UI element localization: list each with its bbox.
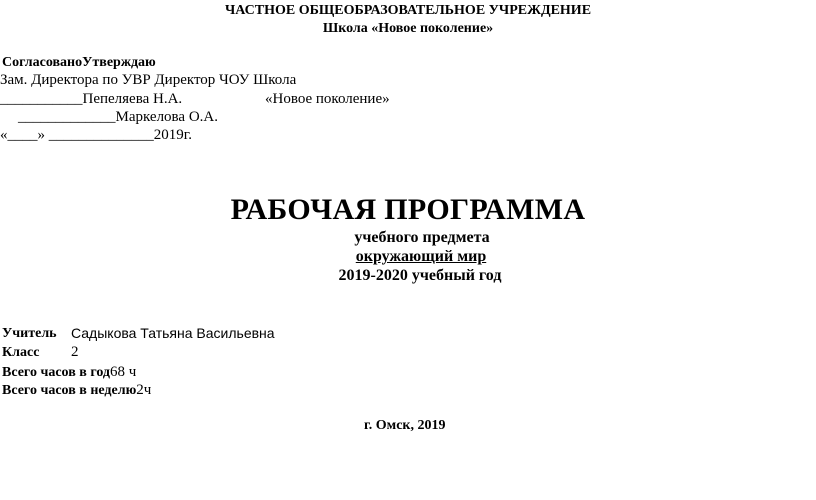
signature-blank-1: ___________ (0, 91, 83, 107)
approval-line-2 (0, 91, 182, 108)
hours-year-label: Всего часов в год (2, 365, 111, 380)
approval-line-3 (18, 109, 218, 126)
class-value: 2 (71, 344, 79, 360)
teacher-label: Учитель (2, 326, 57, 341)
hours-year-row (2, 364, 136, 381)
director-name: Маркелова О.А. (115, 109, 219, 125)
agreed-label: Согласовано (2, 55, 83, 70)
program-title: РАБОЧАЯ ПРОГРАММА (230, 193, 586, 226)
institution-title: ЧАСТНОЕ ОБЩЕОБРАЗОВАТЕЛЬНОЕ УЧРЕЖДЕНИЕ (224, 3, 592, 18)
city-year: г. Омск, 2019 (364, 418, 446, 433)
program-subject: окружающий мир (355, 248, 487, 265)
program-subtitle: учебного предмета (354, 229, 490, 246)
deputy-name: Пепеляева Н.А. (82, 91, 183, 107)
school-name: Школа «Новое поколение» (322, 21, 494, 36)
approval-heading (2, 55, 156, 71)
program-year: 2019-2020 учебный год (338, 267, 502, 284)
hours-year-value: 68 ч (110, 364, 137, 380)
teacher-value: Садыкова Татьяна Васильевна (71, 325, 275, 341)
approval-date-line: «____» ______________2019г. (0, 127, 192, 143)
school-quote: «Новое поколение» (265, 91, 390, 107)
signature-blank-2: _____________ (18, 109, 116, 125)
hours-week-label: Всего часов в неделю (2, 383, 137, 398)
approval-line-1: Зам. Директора по УВР Директор ЧОУ Школа (0, 72, 297, 88)
approve-label: Утверждаю (82, 55, 156, 70)
class-label: Класс (2, 345, 40, 360)
hours-week-row (2, 382, 151, 399)
hours-week-value: 2ч (136, 382, 152, 398)
teacher-row (2, 326, 57, 342)
